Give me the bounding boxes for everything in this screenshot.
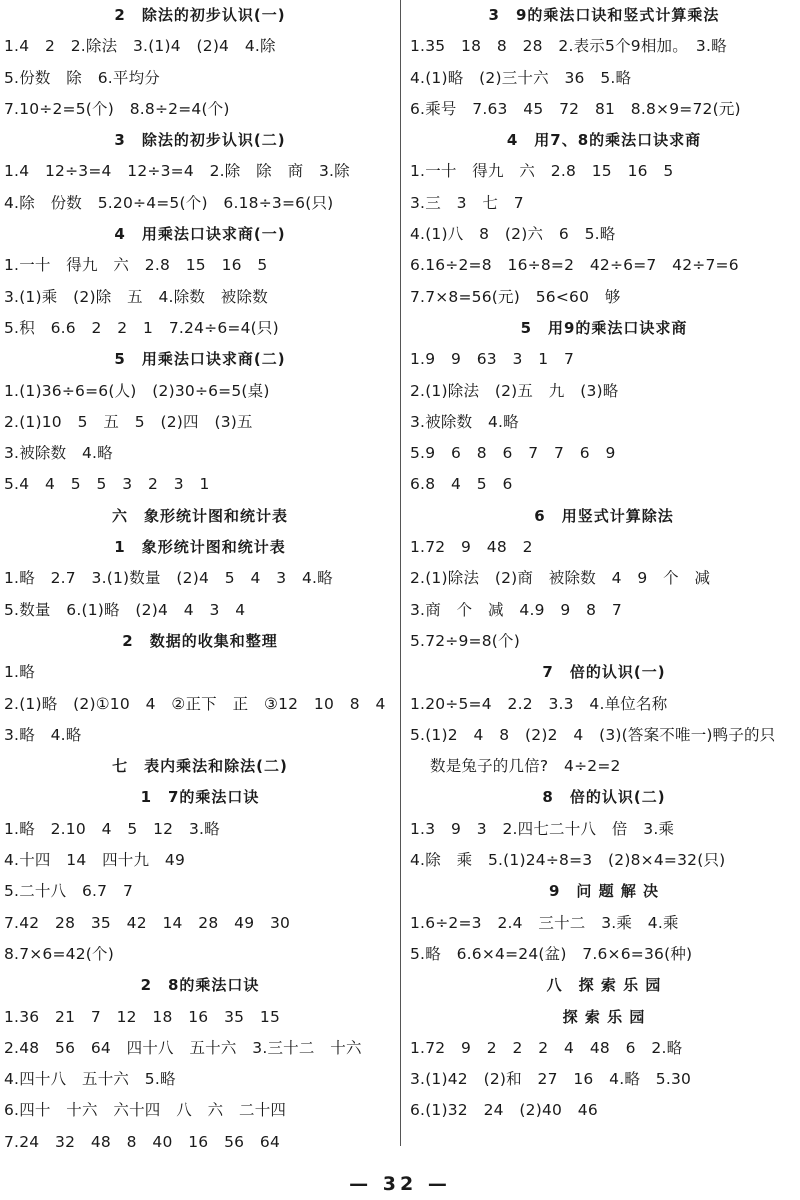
answer-line: 1.20÷5=4 2.2 3.3 4.单位名称 [410,694,668,713]
answer-line: 3.(1)42 (2)和 27 16 4.略 5.30 [410,1070,692,1089]
section-heading: 3 9的乘法口诀和竖式计算乘法 [488,6,720,24]
section-heading: 9 问 题 解 决 [548,882,660,901]
answer-line: 4.十四 14 四十九 49 [4,851,186,870]
answer-line: 4.(1)略 (2)三十六 36 5.略 [410,68,632,87]
section-heading: 2 8的乘法口诀 [140,976,260,995]
page-number: — 32 — [349,1173,451,1195]
section-heading: 7 倍的认识(一) [542,663,666,682]
answer-line: 4.除 乘 5.(1)24÷8=3 (2)8×4=32(只) [410,851,726,870]
section-heading: 探 索 乐 园 [562,1007,646,1026]
answer-line: 8.7×6=42(个) [4,944,115,963]
section-heading: 六 象形统计图和统计表 [111,506,288,525]
answer-line: 1.72 9 2 2 2 4 48 6 2.略 [410,1038,683,1057]
answer-line: 7.24 32 48 8 40 16 56 64 [4,1132,281,1151]
answer-line: 1.35 18 8 28 2.表示5个9相加。 3.略 [410,37,727,56]
left-column [4,0,396,1158]
answer-line: 5.份数 除 6.平均分 [4,68,160,87]
answer-line: 4.四十八 五十六 5.略 [4,1070,176,1089]
answer-line: 5.(1)2 4 8 (2)2 4 (3)(答案不唯一)鸭子的只 [410,725,776,744]
section-heading: 5 用9的乘法口诀求商 [520,318,688,337]
answer-line: 1.72 9 48 2 [410,538,533,557]
answer-line: 6.16÷2=8 16÷8=2 42÷6=7 42÷7=6 [410,256,739,275]
answer-line: 1.6÷2=3 2.4 三十二 3.乘 4.乘 [410,913,679,932]
section-heading: 2 除法的初步认识(一) [114,6,286,24]
answer-line: 5.积 6.6 2 2 1 7.24÷6=4(只) [4,318,279,337]
answer-line: 2.(1)除法 (2)商 被除数 4 9 个 减 [410,569,711,588]
answer-line: 5.二十八 6.7 7 [4,882,134,901]
section-heading: 1 象形统计图和统计表 [114,538,286,557]
answer-line: 1.略 2.7 3.(1)数量 (2)4 5 4 3 4.略 [4,569,333,588]
section-heading: 5 用乘法口诀求商(二) [114,350,286,369]
section-heading: 八 探 索 乐 园 [546,976,662,995]
right-column [410,0,798,1127]
section-heading: 6 用竖式计算除法 [534,506,674,525]
section-heading: 3 除法的初步认识(二) [114,131,286,150]
answer-line: 1.4 12÷3=4 12÷3=4 2.除 除 商 3.除 [4,162,350,181]
answer-line: 6.8 4 5 6 [410,475,513,494]
answer-line: 3.(1)乘 (2)除 五 4.除数 被除数 [4,287,268,306]
answer-line: 1.(1)36÷6=6(人) (2)30÷6=5(桌) [4,381,270,400]
section-heading: 1 7的乘法口诀 [140,788,260,807]
section-heading: 4 用乘法口诀求商(一) [114,225,286,244]
answer-line: 1.略 [4,663,35,682]
answer-line: 1.一十 得九 六 2.8 15 16 5 [4,256,268,275]
answer-line: 7.42 28 35 42 14 28 49 30 [4,913,291,932]
answer-line: 5.9 6 8 6 7 7 6 9 [410,444,616,463]
section-heading: 2 数据的收集和整理 [122,631,278,650]
answer-line: 6.四十 十六 六十四 八 六 二十四 [4,1101,287,1120]
answer-line: 1.4 2 2.除法 3.(1)4 (2)4 4.除 [4,37,276,56]
answer-line: 1.9 9 63 3 1 7 [410,350,575,369]
answer-line: 3.被除数 4.略 [4,444,113,463]
answer-line: 3.略 4.略 [4,725,82,744]
answer-line: 3.被除数 4.略 [410,412,519,431]
section-heading: 七 表内乘法和除法(二) [112,757,288,776]
answer-line: 2.(1)略 (2)①10 4 ②正下 正 ③12 10 8 4 [4,694,386,713]
answer-line: 3.三 3 七 7 [410,193,524,212]
section-heading: 4 用7、8的乘法口诀求商 [506,131,702,150]
answer-line: 1.3 9 3 2.四七二十八 倍 3.乘 [410,819,675,838]
answer-line: 1.36 21 7 12 18 16 35 15 [4,1007,281,1026]
answer-line: 6.乘号 7.63 45 72 81 8.8×9=72(元) [410,99,741,118]
answer-line: 2.(1)10 5 五 5 (2)四 (3)五 [4,412,253,431]
answer-line: 3.商 个 减 4.9 9 8 7 [410,600,622,619]
answer-line: 7.10÷2=5(个) 8.8÷2=4(个) [4,99,230,118]
answer-line: 5.72÷9=8(个) [410,631,521,650]
answer-line: 5.4 4 5 5 3 2 3 1 [4,475,210,494]
answer-line: 7.7×8=56(元) 56<60 够 [410,287,621,306]
answer-line: 2.(1)除法 (2)五 九 (3)略 [410,381,619,400]
answer-line: 1.略 2.10 4 5 12 3.略 [4,819,220,838]
answer-line: 6.(1)32 24 (2)40 46 [410,1101,598,1120]
answer-line: 数是兔子的几倍? 4÷2=2 [430,757,621,776]
answer-line: 4.除 份数 5.20÷4=5(个) 6.18÷3=6(只) [4,193,334,212]
answer-line: 5.数量 6.(1)略 (2)4 4 3 4 [4,600,246,619]
answer-line: 1.一十 得九 六 2.8 15 16 5 [410,162,674,181]
section-heading: 8 倍的认识(二) [542,788,666,807]
answer-line: 5.略 6.6×4=24(盆) 7.6×6=36(种) [410,944,693,963]
column-divider [400,0,401,1146]
answer-line: 2.48 56 64 四十八 五十六 3.三十二 十六 [4,1038,362,1057]
answer-line: 4.(1)八 8 (2)六 6 5.略 [410,225,616,244]
